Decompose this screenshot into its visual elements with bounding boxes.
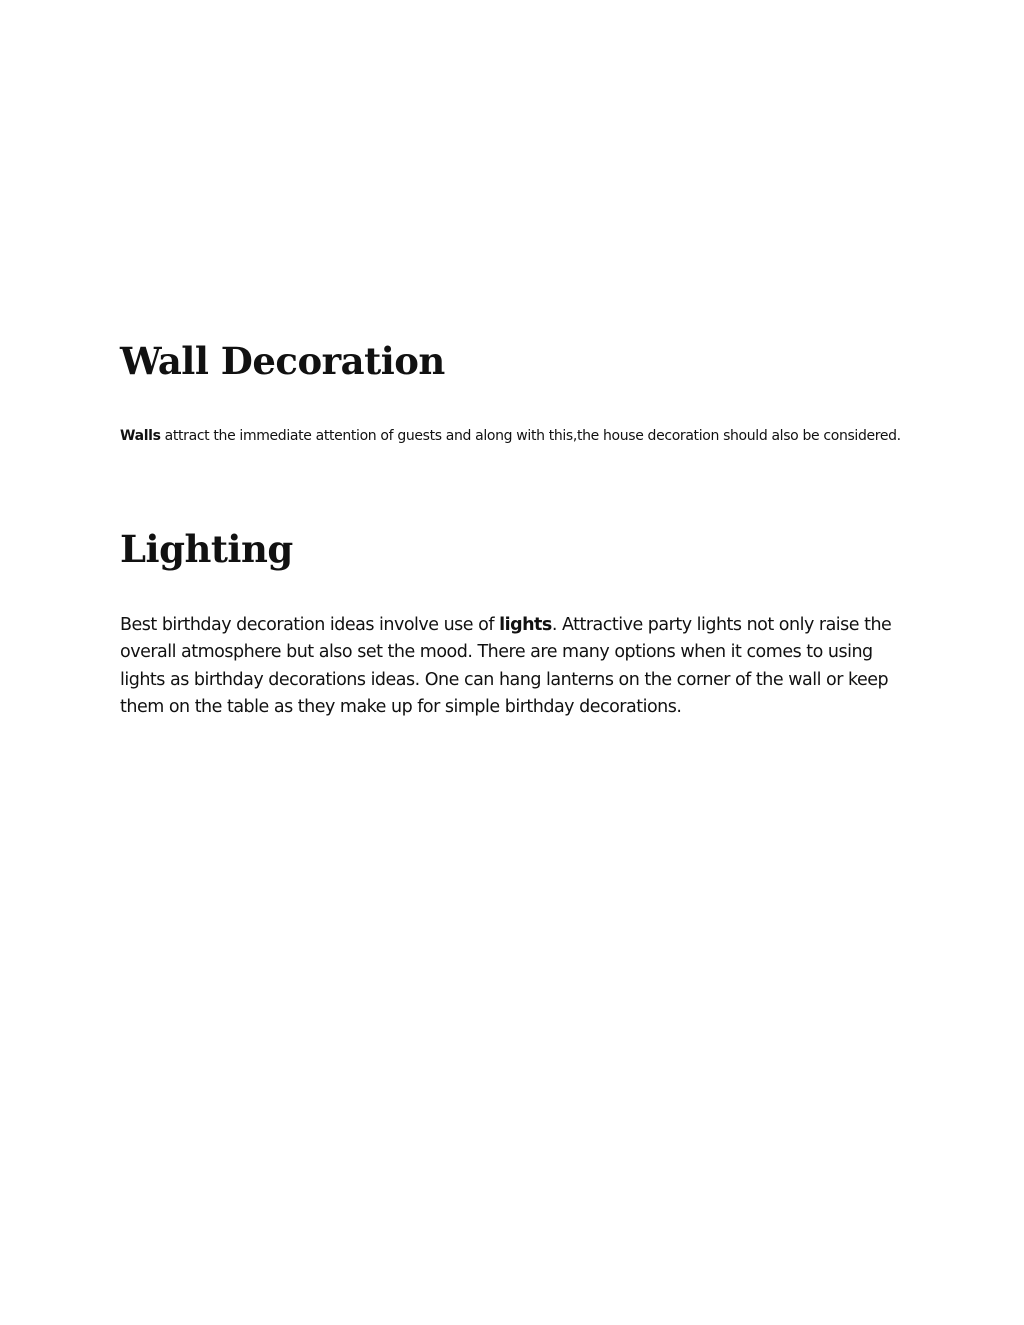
lighting-text-intro: Best birthday decoration ideas involve use of [120, 615, 500, 635]
lighting-text-rest: . Attractive party lights not only raise the overall atmosphere but also set the mood. There are many options when it comes to using lights as birthday decorations ideas. One can hang lanterns on the corner of the wall or keep them on the table as they make up for simple birthday decorations. [120, 615, 892, 717]
walls-bold-term: Walls [120, 428, 161, 444]
lights-bold-term: lights [499, 615, 552, 635]
lighting-paragraph [120, 612, 910, 721]
wall-decoration-text: attract the immediate attention of guests and along with this,the house decoration should also be considered. [160, 428, 901, 444]
wall-decoration-paragraph [120, 424, 920, 448]
lighting-heading: Lighting [120, 527, 293, 571]
wall-decoration-heading: Wall Decoration [120, 339, 445, 383]
